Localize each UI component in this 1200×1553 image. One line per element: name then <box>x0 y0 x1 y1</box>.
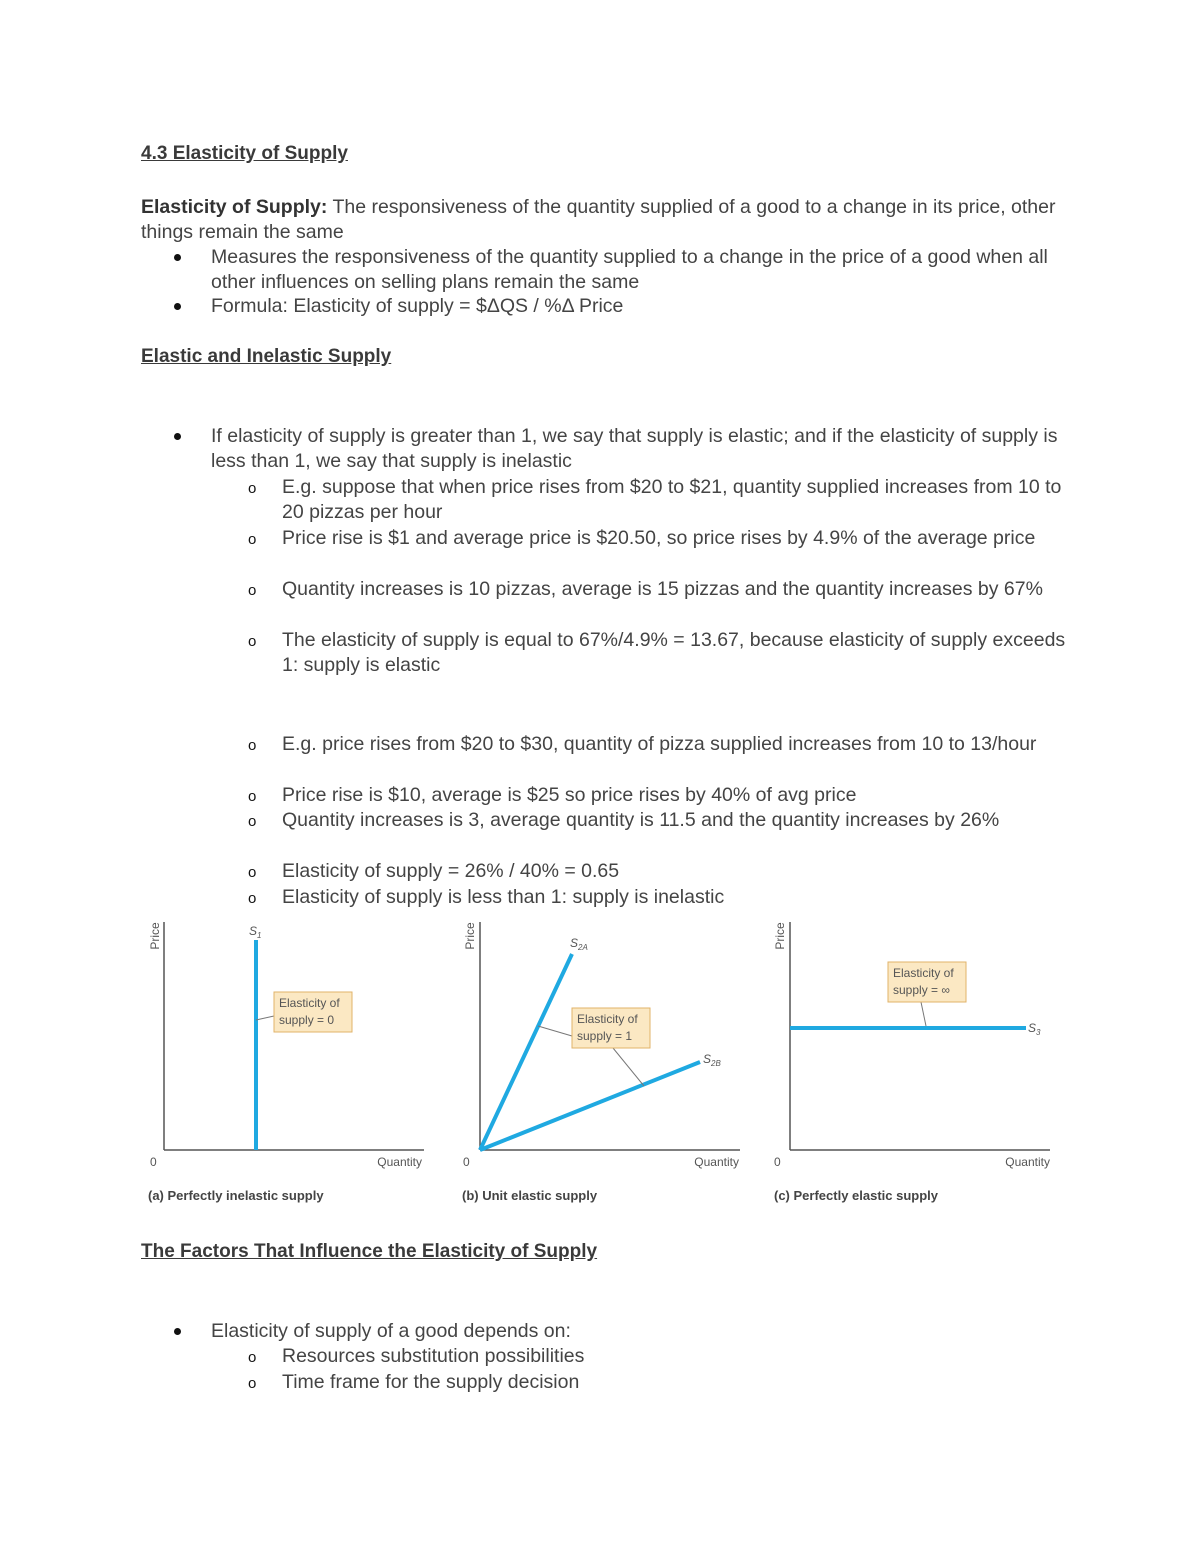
list-item: o Price rise is $10, average is $25 so price rises by 40% of avg price <box>282 783 1072 808</box>
list-item: If elasticity of supply is greater than 1, we say that supply is elastic; and if the elasticity of supply is less than 1, we say that supply is inelastic <box>211 424 1071 474</box>
panel-perfectly-inelastic <box>148 922 424 1203</box>
panel-caption: (b) Unit elastic supply <box>462 1188 598 1203</box>
y-axis-label: Price <box>773 922 787 950</box>
callout-line-1: Elasticity of <box>893 966 954 980</box>
callout-line-2: supply = 0 <box>279 1013 335 1027</box>
callout-leader <box>613 1048 644 1086</box>
curve-label-s1: $S_1$ <box>249 924 262 940</box>
list-item: o Elasticity of supply is less than 1: supply is inelastic <box>282 885 1072 910</box>
section-heading-elasticity-of-supply: 4.3 Elasticity of Supply <box>141 143 348 164</box>
callout-leader <box>538 1026 572 1036</box>
section-heading-factors: The Factors That Influence the Elasticity of Supply <box>141 1241 598 1262</box>
definition-term: Elasticity of Supply: <box>141 196 328 218</box>
callout-line-2: supply = 1 <box>577 1029 633 1043</box>
list-item: Measures the responsiveness of the quantity supplied to a change in the price of a good when all other influences on selling plans remain the same <box>211 245 1071 295</box>
callout-line-1: Elasticity of <box>279 996 340 1010</box>
list-item: o Resources substitution possibilities <box>282 1344 1072 1369</box>
definition-text: The responsiveness of the quantity supplied of a good to a change in its price, other things remain the same <box>141 196 1056 243</box>
y-axis-label: Price <box>463 922 477 950</box>
supply-elasticity-figure <box>138 912 1068 1212</box>
curve-label-s2a: $S_{2A}$ <box>570 936 588 952</box>
panel-unit-elastic <box>462 922 740 1203</box>
panel-caption: (c) Perfectly elastic supply <box>774 1188 939 1203</box>
section-heading-elastic-inelastic: Elastic and Inelastic Supply <box>141 346 392 367</box>
panel-caption: (a) Perfectly inelastic supply <box>148 1188 324 1203</box>
callout-leader <box>256 1016 274 1020</box>
origin-label: 0 <box>150 1155 157 1169</box>
list-item: o Time frame for the supply decision <box>282 1370 1072 1395</box>
list-item: o The elasticity of supply is equal to 67%/4.9% = 13.67, because elasticity of supply exceeds 1: supply is elastic <box>282 628 1072 678</box>
origin-label: 0 <box>774 1155 781 1169</box>
list-item: o Quantity increases is 10 pizzas, average is 15 pizzas and the quantity increases by 67% <box>282 577 1072 602</box>
y-axis-label: Price <box>148 922 162 950</box>
curve-label-s3: $S_3$ <box>1028 1021 1041 1037</box>
list-item: Formula: Elasticity of supply = $ΔQS / %Δ Price <box>211 294 1071 319</box>
panel-perfectly-elastic <box>773 922 1050 1203</box>
list-item: o E.g. suppose that when price rises from $20 to $21, quantity supplied increases from 10 to 20 pizzas per hour <box>282 475 1072 525</box>
list-item: o Quantity increases is 3, average quantity is 11.5 and the quantity increases by 26% <box>282 808 1072 833</box>
callout-line-1: Elasticity of <box>577 1012 638 1026</box>
origin-label: 0 <box>463 1155 470 1169</box>
list-item: o Elasticity of supply = 26% / 40% = 0.65 <box>282 859 1072 884</box>
list-item: Elasticity of supply of a good depends on: <box>211 1319 1071 1344</box>
list-item: o Price rise is $1 and average price is $20.50, so price rises by 4.9% of the average price <box>282 526 1072 551</box>
curve-label-s2b: $S_{2B}$ <box>703 1052 721 1068</box>
x-axis-label: Quantity <box>1005 1155 1050 1169</box>
x-axis-label: Quantity <box>694 1155 739 1169</box>
x-axis-label: Quantity <box>377 1155 422 1169</box>
callout-line-2: supply = ∞ <box>893 983 950 997</box>
list-item: o E.g. price rises from $20 to $30, quantity of pizza supplied increases from 10 to 13/hour <box>282 732 1072 757</box>
callout-leader <box>921 1002 926 1026</box>
supply-elasticity-svg <box>138 912 1068 1212</box>
definition-paragraph <box>141 195 1061 245</box>
